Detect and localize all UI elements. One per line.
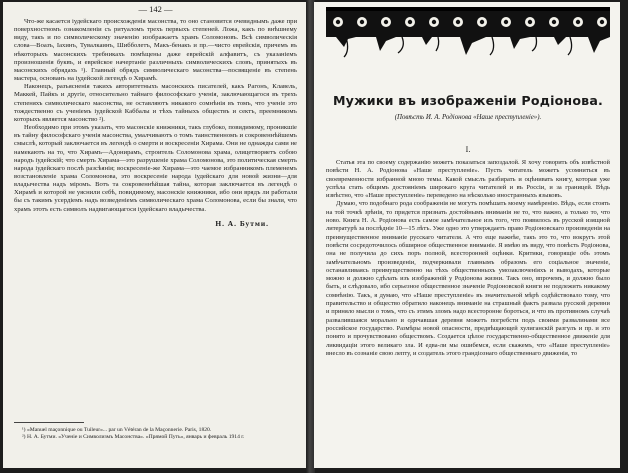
paragraph: Думаю, что подобнаго рода соображенія не могутъ помѣшать моему намѣренію. Вѣдь, если стоять на той точкѣ зрѣнія, то придется признать достойнымъ вниманія не то, что важно, а только то, что ново. Книга Н. А. Родіонова есть самое замѣчательное изъ того, что появилось въ русской изящной литературѣ за послѣдніе 10—15 лѣтъ. Уже одно это утверждаетъ право Родіоновскаго произведенія на преимущественное вниманіе русскаго читателя. А что еще важнѣе, такъ это то, что вокругъ этой повѣсти сосредоточилось обширное общественное вниманіе. Я имѣю въ виду, что повѣсть Родіонова, она не получила до сихъ поръ полной, всесторонней оцѣнки. Критики, говорящіе объ этомъ замѣчательномъ произведеніи, подчеркивали главнымъ образомъ его соціальное значеніе, останавливаясь преимущественно на тѣхъ общественныхъ умозаключеніяхъ и выводахъ, которые можно и должно сдѣлать изъ изображеній у Родіонова жизни. Такъ оно, впрочемъ, и должно было быть, и слѣдовало, ибо серьезное общественное значеніе Родіоновской книги не подлежитъ никакому сомнѣнію. Такъ, я думаю, что «Наше преступленіе» въ значительной мѣрѣ содѣйствовало тому, что правительство и общество обратило наконецъ вниманіе на страшный фактъ развала русской деревни и приняло мысли о томъ, что съ этимъ зломъ надо всесторонне бороться, и что въ противномъ случаѣ развалившаяся морально и одичавшая деревня можетъ погребсти подъ своими развалинами все российское государство. Размѣры новой опасности, предвѣщающей хулиганскій разгулъ и пр. и это понято и прочувствовано обществомъ. Создается цѣлое государственно-общественное движеніе для ликвидаціи этого великаго зла. И едва-ли мы ошибемся, если скажемъ, что «Наше преступленіе» внесло въ сознаніе свою лепту, и создатель этого грандіознаго общественнаго движенія, то bbox=[326, 200, 610, 357]
article-subtitle: (Повѣсть И. А. Родіонова «Наше преступленіе»). bbox=[394, 114, 542, 121]
ornamental-header-icon bbox=[326, 7, 610, 59]
paragraph: Что-же касается іудейскаго происхожденія масонства, то оно становится очевиднымъ даже при поверхностномъ ознакомленіи съ ритуаломъ трехъ первыхъ степеней. Ложа, какъ по внѣшнему виду, такъ и по символическому значенію изображаетъ храмъ Соломоновъ. Всѣ символическія слова—Воазъ, Іахинъ, Тувалкаинъ, Шибболетъ, Макъ-бенакъ и пр.—чисто еврейскія, причемъ въ нѣкоторыхъ масонскихъ требникахъ помѣщены даже еврейскій алфавитъ, съ указаніемъ произношенія буквъ, и еврейское начертаніе различныхъ символическихъ словъ, принятыхъ въ масонскихъ обрядахъ ¹). Главный обрядъ символическаго масонства—посвященіе въ степень мастера, основанъ на іудейской легендѣ о Хирамѣ. bbox=[14, 18, 297, 83]
footnote: ¹) «Manuel maçonnique ou Tuileur»... par un Vétéran de la Maçonnerie. Paris, 1820. bbox=[22, 427, 212, 433]
footnotes bbox=[14, 427, 297, 441]
right-page-body bbox=[326, 159, 610, 358]
page-number: — 142 — bbox=[138, 4, 173, 14]
paragraph: Статья эта по своему содержанію можетъ показаться запоздалой. Я хочу говорить объ извѣстной повѣсти Н. А. Родіонова «Наше преступленіе». Пусть читатель можетъ усомниться въ своевременности избранной мною темы. Какой смыслъ разбирать и оцѣнивать книгу, которая уже успѣла стать общимъ достояніемъ широкаго круга читателей и въ Россіи, и за границей. Вѣдь извѣстно, что «Наше преступленіе» переведено на нѣсколько иностранныхъ языковъ. bbox=[326, 159, 610, 200]
paragraph: Наконецъ, разъясненія такихъ авторитетныхъ масонскихъ писателей, какъ Рагонъ, Клавель, Маккей, Пайкъ и другіе, относительно тайнаго философскаго ученія, заключающагося въ трехъ степеняхъ символическаго масонства, не оставляютъ никакого сомнѣнія въ томъ, что ученіе это тождественно съ ученіемъ іудейской Каббалы и тѣхъ тайныхъ обществъ и сектъ, преемникомъ которыхъ является масонство ²). bbox=[14, 83, 297, 123]
section-numeral: I. bbox=[465, 145, 471, 154]
left-page bbox=[3, 2, 307, 468]
footnote: ²) Н. А. Бутми. «Ученіе и Символизмъ Масонства». «Прямой Путь», январь и февраль 1914 г. bbox=[22, 433, 245, 440]
right-page bbox=[314, 2, 620, 468]
paragraph: Необходимо при этомъ указать, что масонскіе книжники, такъ глубоко, повидимому, проникшіе въ тайну философскаго ученія масонства, умалчиваютъ о томъ таинственномъ и сокровеннѣйшемъ смыслѣ, который заключается въ легендѣ о смерти и воскресеніи Хирама. Они не однажды сами не намекаютъ на то, что Хирамъ—Адонирамъ, строитель Соломонова храма, олицетворяетъ собою народъ іудейскій; что смерть Хирама—это разрушеніе храма Соломонова, это политическая смерть народа іудейскаго послѣ разсѣянія; воскресеніе-же Хирама—это чаемое избранникомъ племенемъ возстановленіе храма Соломонова, это воскресеніе народа іудейскаго для новой жизни—для владычества надъ міромъ. Вотъ та сокровеннѣйшая тайна, которая заключается въ легендѣ о Хирамѣ и которой не уяснили себѣ, повидимому, масонскіе книжники, ибо они врядъ ли работали бы съ такимъ усердіемъ надъ возведеніемъ символическаго храма Соломонова, если бы знали, что храмъ этотъ есть символъ надвигающагося іудейскаго владычества. bbox=[14, 124, 297, 213]
author-signature: Н. А. Бутми. bbox=[215, 218, 269, 228]
article-title: Мужики въ изображеніи Родіонова. bbox=[332, 93, 604, 108]
footnote-divider bbox=[14, 422, 84, 423]
left-page-body bbox=[14, 18, 297, 214]
